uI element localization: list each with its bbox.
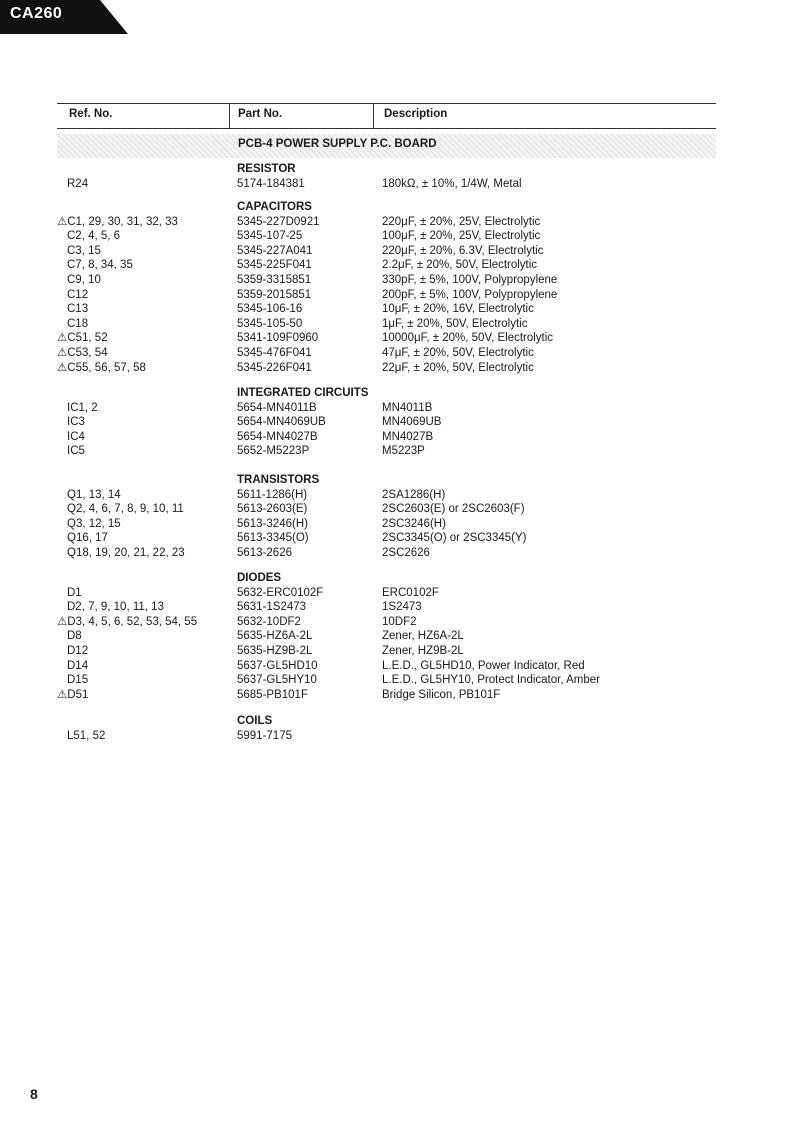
model-tab [0, 0, 130, 36]
part-number: 5654-MN4027B [237, 430, 318, 443]
part-description: MN4027B [382, 430, 434, 443]
part-description: 220μF, ± 20%, 25V, Electrolytic [382, 215, 541, 228]
part-number: 5345-227D0921 [237, 215, 320, 228]
part-description: 2SC2603(E) or 2SC2603(F) [382, 503, 525, 516]
part-description: 2.2μF, ± 20%, 50V, Electrolytic [382, 259, 538, 272]
section-title: RESISTOR [237, 163, 296, 175]
part-row [0, 615, 792, 630]
part-row [0, 401, 792, 416]
part-number: 5611-1286(H) [237, 488, 308, 501]
part-number: 5345-226F041 [237, 361, 312, 374]
ref-number: D2, 7, 9, 10, 11, 13 [67, 601, 164, 614]
ref-number: ⚠D3, 4, 5, 6, 52, 53, 54, 55 [57, 615, 198, 628]
part-row [0, 215, 792, 230]
part-description: Zener, HZ6A-2L [382, 630, 464, 643]
ref-number: D14 [67, 659, 89, 672]
part-row [0, 317, 792, 332]
ref-number: C2, 4, 5, 6 [67, 230, 121, 243]
part-number: 5341-109F0960 [237, 332, 319, 345]
column-header-ref: Ref. No. [69, 108, 113, 120]
part-number: 5613-2626 [237, 547, 292, 559]
ref-number: R24 [67, 177, 89, 190]
part-row [0, 531, 792, 546]
part-number: 5654-MN4011B [237, 401, 317, 414]
part-description: M5223P [382, 445, 425, 458]
ref-number: Q18, 19, 20, 21, 22, 23 [67, 547, 185, 559]
part-row [0, 302, 792, 317]
part-description: ERC0102F [382, 586, 439, 599]
part-number: 5991-7175 [237, 729, 292, 742]
part-description: 2SA1286(H) [382, 488, 446, 501]
part-description: 1S2473 [382, 601, 422, 614]
ref-number: C12 [67, 288, 89, 301]
ref-number: D8 [67, 630, 82, 643]
part-description: 330pF, ± 5%, 100V, Polypropylene [382, 274, 558, 286]
part-description: Bridge Silicon, PB101F [382, 688, 501, 701]
part-number: 5345-105-50 [237, 317, 303, 330]
part-description: L.E.D., GL5HD10, Power Indicator, Red [382, 659, 585, 672]
section-title: INTEGRATED CIRCUITS [237, 387, 369, 399]
part-description: L.E.D., GL5HY10, Protect Indicator, Amber [382, 674, 600, 687]
part-row [0, 644, 792, 659]
header-bottom-rule [57, 128, 716, 129]
part-row [0, 729, 792, 744]
part-number: 5345-225F041 [237, 259, 312, 272]
ref-number: IC1, 2 [67, 401, 98, 414]
part-description: 2SC3345(O) or 2SC3345(Y) [382, 532, 527, 545]
ref-number: IC5 [67, 445, 85, 458]
part-row [0, 659, 792, 674]
ref-number: Q1, 13, 14 [67, 488, 121, 501]
part-row [0, 229, 792, 244]
part-number: 5637-GL5HD10 [237, 659, 318, 672]
part-row [0, 688, 792, 703]
part-row [0, 273, 792, 288]
header-top-rule [57, 103, 716, 104]
ref-number: C13 [67, 303, 89, 316]
part-row [0, 361, 792, 376]
ref-number: D12 [67, 645, 89, 657]
part-number: 5345-227A041 [237, 244, 313, 257]
part-number: 5359-2015851 [237, 288, 312, 301]
ref-number: ⚠C51, 52 [57, 332, 108, 345]
ref-number: IC3 [67, 416, 85, 429]
column-separator [373, 104, 374, 128]
part-number: 5359-3315851 [237, 274, 312, 286]
ref-number: IC4 [67, 430, 85, 443]
section-title: COILS [237, 715, 273, 727]
part-description: 200pF, ± 5%, 100V, Polypropylene [382, 288, 558, 301]
part-row [0, 673, 792, 688]
part-number: 5632-ERC0102F [237, 586, 324, 599]
part-row [0, 488, 792, 503]
part-description: 180kΩ, ± 10%, 1/4W, Metal [382, 177, 522, 190]
board-title: PCB-4 POWER SUPPLY P.C. BOARD [238, 138, 437, 150]
ref-number: D15 [67, 674, 89, 687]
part-row [0, 415, 792, 430]
part-number: 5654-MN4069UB [237, 416, 326, 429]
part-number: 5631-1S2473 [237, 601, 307, 614]
part-description: 10DF2 [382, 615, 417, 628]
part-row [0, 177, 792, 192]
ref-number: ⚠C1, 29, 30, 31, 32, 33 [57, 215, 178, 228]
part-description: 100μF, ± 20%, 25V, Electrolytic [382, 230, 541, 243]
part-row [0, 288, 792, 303]
part-description: 2SC2626 [382, 547, 430, 559]
part-row [0, 258, 792, 273]
part-number: 5613-3246(H) [237, 517, 308, 530]
part-description: 1μF, ± 20%, 50V, Electrolytic [382, 317, 528, 330]
part-number: 5345-107-25 [237, 230, 303, 243]
part-description: 22μF, ± 20%, 50V, Electrolytic [382, 361, 534, 374]
part-row [0, 600, 792, 615]
model-tab-label: CA260 [10, 5, 63, 22]
part-row [0, 629, 792, 644]
ref-number: ⚠C55, 56, 57, 58 [57, 361, 146, 374]
part-row [0, 517, 792, 532]
part-description: MN4069UB [382, 416, 442, 429]
part-number: 5345-476F041 [237, 347, 312, 359]
part-row [0, 346, 792, 361]
ref-number: C9, 10 [67, 274, 101, 286]
part-description: 10μF, ± 20%, 16V, Electrolytic [382, 303, 534, 316]
ref-number: L51, 52 [67, 729, 106, 742]
part-number: 5685-PB101F [237, 688, 308, 701]
part-description: 2SC3246(H) [382, 517, 446, 530]
part-row [0, 586, 792, 601]
ref-number: Q2, 4, 6, 7, 8, 9, 10, 11 [67, 503, 184, 516]
ref-number: Q16, 17 [67, 532, 108, 545]
ref-number: ⚠C53, 54 [57, 347, 108, 359]
part-number: 5613-3345(O) [237, 532, 309, 545]
part-number: 5652-M5223P [237, 445, 310, 458]
part-number: 5632-10DF2 [237, 615, 301, 628]
part-description: 10000μF, ± 20%, 50V, Electrolytic [382, 332, 554, 345]
section-title: DIODES [237, 572, 282, 584]
ref-number: Q3, 12, 15 [67, 517, 121, 530]
part-row [0, 430, 792, 445]
part-row [0, 444, 792, 459]
column-header-part: Part No. [238, 108, 283, 120]
part-number: 5637-GL5HY10 [237, 674, 317, 687]
part-row [0, 244, 792, 259]
part-number: 5345-106-16 [237, 303, 303, 316]
part-number: 5635-HZ6A-2L [237, 630, 313, 643]
ref-number: C18 [67, 317, 89, 330]
section-title: CAPACITORS [237, 201, 312, 213]
part-row [0, 546, 792, 561]
part-description: 47μF, ± 20%, 50V, Electrolytic [382, 347, 534, 359]
part-row [0, 502, 792, 517]
ref-number: ⚠D51 [57, 688, 89, 701]
page-number: 8 [30, 1086, 38, 1102]
part-number: 5174-184381 [237, 177, 305, 190]
part-description: Zener, HZ9B-2L [382, 645, 464, 657]
ref-number: C7, 8, 34, 35 [67, 259, 133, 272]
section-title: TRANSISTORS [237, 474, 320, 486]
ref-number: C3, 15 [67, 244, 101, 257]
ref-number: D1 [67, 586, 82, 599]
part-description: MN4011B [382, 401, 433, 414]
part-description: 220μF, ± 20%, 6.3V, Electrolytic [382, 244, 544, 257]
part-number: 5635-HZ9B-2L [237, 645, 313, 657]
column-header-desc: Description [384, 108, 448, 120]
part-row [0, 331, 792, 346]
part-number: 5613-2603(E) [237, 503, 308, 516]
column-separator [229, 104, 230, 128]
